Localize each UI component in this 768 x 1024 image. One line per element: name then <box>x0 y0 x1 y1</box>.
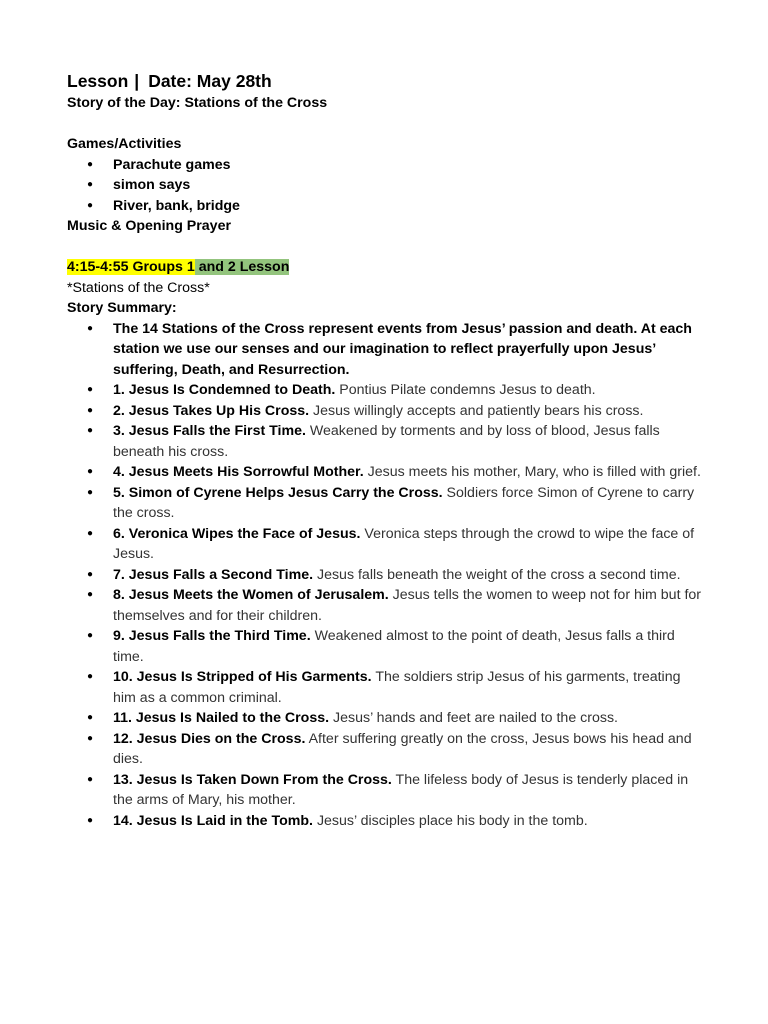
station-item <box>67 565 707 586</box>
station-title: 4. Jesus Meets His Sorrowful Mother. <box>113 464 364 480</box>
session-topic: *Stations of the Cross* <box>67 279 210 296</box>
station-text: Veronica steps through the crowd to wipe the face of Jesus. <box>113 525 695 562</box>
station-item <box>67 770 707 811</box>
station-text: Jesus’ disciples place his body in the tomb. <box>316 812 588 829</box>
spacer <box>67 237 707 258</box>
station-text: The lifeless body of Jesus is tenderly placed in the arms of Mary, his mother. <box>113 771 689 808</box>
session-time <box>67 257 707 278</box>
spacer <box>67 114 707 135</box>
station-text: Weakened almost to the point of death, Jesus falls a third time. <box>113 628 675 665</box>
station-text: Pontius Pilate condemns Jesus to death. <box>339 382 596 398</box>
station-item <box>67 626 707 667</box>
station-title: 3. Jesus Falls the First Time. <box>113 423 306 439</box>
station-text: Jesus falls beneath the weight of the cross a second time. <box>316 566 681 583</box>
station-title: 14. Jesus Is Laid in the Tomb. <box>113 812 313 829</box>
activities-heading: Games/Activities <box>67 136 182 152</box>
station-title: 12. Jesus Dies on the Cross. <box>113 730 306 747</box>
station-item <box>67 401 707 422</box>
station-title: 8. Jesus Meets the Women of Jerusalem. <box>113 587 389 603</box>
station-title: 10. Jesus Is Stripped of His Garments. <box>113 669 372 685</box>
story-of-day: Story of the Day: Stations of the Cross <box>67 95 328 111</box>
station-title: 11. Jesus Is Nailed to the Cross. <box>113 710 330 726</box>
station-title: 5. Simon of Cyrene Helps Jesus Carry the Cross. <box>113 484 443 501</box>
station-title: 2. Jesus Takes Up His Cross. <box>113 402 310 419</box>
station-item <box>67 524 707 565</box>
station-item <box>67 421 707 462</box>
station-item <box>67 811 707 832</box>
station-title: 6. Veronica Wipes the Face of Jesus. <box>113 525 361 542</box>
station-text: Jesus tells the women to weep not for him but for themselves and for their children. <box>113 587 702 624</box>
list-item: ● River, bank, bridge <box>67 196 707 217</box>
station-title: 13. Jesus Is Taken Down From the Cross. <box>113 771 392 788</box>
station-item <box>67 462 707 483</box>
station-text: Soldiers force Simon of Cyrene to carry the cross. <box>113 484 695 521</box>
group-highlight: and 2 Lesson <box>194 259 290 275</box>
lesson-title <box>67 69 707 93</box>
station-text: Jesus meets his mother, Mary, who is filled with grief. <box>367 464 701 480</box>
activities-list <box>67 155 707 217</box>
station-title: 9. Jesus Falls the Third Time. <box>113 628 311 644</box>
station-text: The soldiers strip Jesus of his garments, treating him as a common criminal. <box>113 669 681 706</box>
title-separator: | <box>134 71 140 91</box>
station-text: Weakened by torments and by loss of blood, Jesus falls beneath his cross. <box>113 423 660 460</box>
station-item <box>67 729 707 770</box>
list-item: ● simon says <box>67 175 707 196</box>
station-title: 1. Jesus Is Condemned to Death. <box>113 382 336 398</box>
summary-heading: Story Summary: <box>67 300 177 316</box>
station-text: Jesus willingly accepts and patiently bears his cross. <box>313 402 644 419</box>
station-title: 7. Jesus Falls a Second Time. <box>113 566 314 583</box>
time-highlight: 4:15-4:55 Groups 1 <box>67 259 195 275</box>
station-item <box>67 380 707 401</box>
summary-intro: ● The 14 Stations of the Cross represent events from Jesus’ passion and death. At each station we use our senses and our imagination to reflect prayerfully upon Jesus’ suffering, Death, and Resurrection. <box>67 319 707 381</box>
station-item <box>67 667 707 708</box>
music-prayer: Music & Opening Prayer <box>67 218 231 234</box>
lesson-date: Date: May 28th <box>148 71 272 91</box>
list-item: ● Parachute games <box>67 155 707 176</box>
lesson-label: Lesson <box>67 71 129 91</box>
station-item <box>67 585 707 626</box>
document-body <box>67 69 707 831</box>
summary-list <box>67 319 707 832</box>
station-item <box>67 708 707 729</box>
station-item <box>67 483 707 524</box>
station-text: Jesus’ hands and feet are nailed to the cross. <box>333 710 618 726</box>
station-text: After suffering greatly on the cross, Jesus bows his head and dies. <box>113 730 692 767</box>
